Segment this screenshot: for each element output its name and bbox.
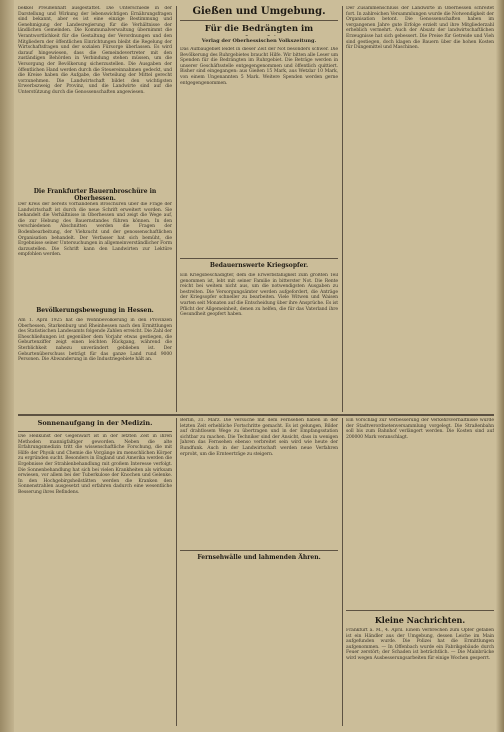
column-1-text-mid <box>18 202 172 304</box>
heading-broschueren-block <box>18 186 172 200</box>
rule-above-kriegsopfer <box>180 258 338 259</box>
column-2-paragraph: Das Aufbaugebiet leidet in dieser Zeit der Not besonders schwer. Die Bevölkerung des Ruhrgebietes braucht Hilfe. Wir bitten alle Leser um Spenden für die Bedrängten im Ruhrgebiet. Die Beträge werden in unserer Geschäftsstelle entgegengenommen und öffentlich quittiert. Bisher sind eingegangen: aus Gießen 15 Mark, aus Wetzlar 10 Mark, von einem Ungenannten 5 Mark. Weitere Spenden werden gerne entgegengenommen. <box>180 47 338 86</box>
column-1-paragraph-2: Der Kreis der bereits vorhandenen Broschüren über die Frage der Landwirtschaft ist durch die neue Schrift erweitert worden. Sie behandelt die Verhältnisse in Oberhessen und zeigt die Wege auf, die zur Hebung des Bauernstandes führen können. In den verschiedenen Abschnitten werden die Fragen der Bodenbearbeitung, der Viehzucht und der genossenschaftlichen Organisation behandelt. Der Verfasser hat sich bemüht, die Ergebnisse seiner Untersuchungen in allgemeinverständlicher Form darzustellen. Die Schrift kann den Landwirten zur Lektüre empfohlen werden. <box>18 202 172 258</box>
heading-broschueren: Die Frankfurter Bauernbroschüre in Oberhessen. <box>33 188 157 200</box>
heading-fuerde-block <box>180 22 338 36</box>
column-1-paragraph: bekkel Preußenhaft ausgestattet. Die Unterschiede in der Darstellung und Wirkung der lebenswichtigen Ernährungsfragen sind bekannt, aber es ist eine einzige Bestimmung und Genehmigung der Landesregierung für die Verhältnisse der ländlichen Gemeinden. Die Kommunalverwaltung übernimmt die Verantwortlichkeit für die Gestaltung der Verordnungen und den Mitgliedern der öffentlichen Einrichtungen bleibt die Regelung der Wirtschaftsfragen und der sozialen Fürsorge überlassen. Es wird darauf hingewiesen, dass die Gemeindevertreter mit den zuständigen Behörden in Verbindung stehen müssen, um die Versorgung der Bevölkerung sicherzustellen. Die Ausgaben der öffentlichen Hand werden durch die Steuereinnahmen gedeckt, und die Kreise haben die Aufgabe, die Verteilung der Mittel gerecht vorzunehmen. Die Landwirtschaft bildet den wichtigsten Erwerbszweig der Provinz, und die Landwirte sind auf die Unterstützung durch die Genossenschaften angewiesen. <box>18 6 172 95</box>
column-rule-4 <box>342 418 343 726</box>
column-1-text-top <box>18 6 172 184</box>
column-3-text <box>346 6 494 386</box>
fuerde-subheading: Verlag der Oberhessischen Volkszeitung. <box>201 38 317 44</box>
heading-giessen-block <box>180 4 338 18</box>
heading-kriegsopfer: Bedauernswerte Kriegsopfer. <box>209 262 309 269</box>
bottom-left-text <box>18 434 172 726</box>
heading-sonnenaufgang-block <box>18 418 172 430</box>
bottom-mid-paragraph: Berlin, 31. März. Die Versuche mit dem Fernsehen haben in der letzten Zeit erhebliche Fortschritte gemacht. Es ist gelungen, Bilder auf drahtlosem Wege zu übertragen und in der Empfangsstation sichtbar zu machen. Die Techniker sind der Ansicht, dass in wenigen Jahren das Fernsehen ebenso verbreitet sein wird wie heute der Rundfunk. Auch in der Landwirtschaft werden neue Verfahren erprobt, um die Ernteerträge zu steigern. <box>180 418 338 457</box>
column-rule-2 <box>342 6 343 412</box>
heading-kleine-nachrichten: Kleine Nachrichten. <box>374 615 466 625</box>
bottom-mid-text-top <box>180 418 338 548</box>
heading-fernsehen-block <box>180 552 338 564</box>
column-2-text-top <box>180 47 338 257</box>
heading-fernsehen: Fernsehwälle und lahmenden Ähren. <box>197 554 321 561</box>
rule-above-fernsehen <box>180 550 338 551</box>
column-3-paragraph: Der Zusammenschluss der Landwirte in Oberhessen schreitet fort. In zahlreichen Versammlungen wurde die Notwendigkeit der Organisation betont. Die Genossenschaften haben im vergangenen Jahre gute Erfolge erzielt und ihre Mitgliederzahl erheblich vermehrt. Auch der Absatz der landwirtschaftlichen Erzeugnisse hat sich gebessert. Die Preise für Getreide und Vieh sind gestiegen, doch klagen die Bauern über die hohen Kosten für Düngemittel und Maschinen. <box>346 6 494 51</box>
bottom-right-paragraph: Ein Vorschlag zur Verbesserung der Verkehrsverhältnisse wurde der Stadtverordnetenversammlung vorgelegt. Die Straßenbahn soll bis zum Bahnhof verlängert werden. Die Kosten sind auf 200000 Mark veranschlagt. <box>346 418 494 440</box>
bottom-right-text-low <box>346 628 494 726</box>
kleine-nachrichten-paragraph: Frankfurt a. M., 4. April. Einem Verbrechen zum Opfer gefallen ist ein Händler aus der Umgebung, dessen Leiche im Main aufgefunden wurde. Die Polizei hat die Ermittlungen aufgenommen. — In Offenbach wurde ein Fabrikgebäude durch Feuer zerstört; der Schaden ist beträchtlich. — Die Mainbrücke wird wegen Ausbesserungsarbeiten für einige Wochen gesperrt. <box>346 628 494 661</box>
rule-under-sonnenaufgang <box>18 431 172 432</box>
heading-kleine-block <box>346 612 494 626</box>
heading-fuerde: Für die Bedrängten im <box>204 24 314 34</box>
column-1-paragraph-3: Am 1. April 1925 hat die Wohnbevölkerung in den Provinzen Oberhessen, Starkenburg und Rheinhessen nach den Ermittlungen des Statistischen Landesamts folgende Zahlen erreicht. Die Zahl der Eheschließungen ist gegenüber dem Vorjahr etwas gestiegen, die Geburtenziffer zeigt einen leichten Rückgang, während die Sterblichkeit nahezu unverändert geblieben ist. Der Geburtenüberschuss beträgt für das ganze Land rund 9000 Personen. Die Abwanderung in die Industriegebiete hält an. <box>18 318 172 363</box>
column-rule-1 <box>176 6 177 412</box>
bottom-right-text-top <box>346 418 494 608</box>
bottom-left-paragraph: Die Heilkunst der Gegenwart ist in der letzten Zeit in ihren Methoden mannigfaltiger geworden. Neben die alte Erfahrungsmedizin tritt die wissenschaftliche Forschung, die mit Hilfe der Physik und Chemie die Vorgänge im menschlichen Körper zu ergründen sucht. Besonders in England und Amerika werden die Ergebnisse der Strahlenbehandlung mit großem Interesse verfolgt. Die Sonnenbehandlung hat sich bei vielen Krankheiten als wirksam erwiesen, vor allem bei der Tuberkulose der Knochen und Gelenke. In den Hochgebirgsheilstätten werden die Kranken den Sonnenstrahlen ausgesetzt und erfahren dadurch eine wesentliche Besserung ihres Befindens. <box>18 434 172 495</box>
column-rule-3 <box>176 418 177 726</box>
heading-giessen: Gießen und Umgebung. <box>192 6 326 17</box>
binding-edge-left <box>0 0 14 732</box>
section-divider <box>18 414 494 416</box>
column-1-text-low <box>18 318 172 408</box>
rule-under-giessen <box>180 20 338 21</box>
fuerde-sub-block <box>180 37 338 45</box>
heading-bevoelkerung: Bevölkerungsbewegung in Hessen. <box>36 307 154 314</box>
column-2-text-low <box>180 273 338 409</box>
column-2-paragraph-2: Ein Kriegsbeschädigter, dem die Erwerbsfähigkeit zum größten Teil genommen ist, lebt mit seiner Familie in bitterster Not. Die Rente reicht bei weitem nicht aus, um die notwendigsten Ausgaben zu bestreiten. Die Versorgungsämter werden aufgefordert, die Anträge der Kriegsopfer schneller zu bearbeiten. Viele Witwen und Waisen warten seit Monaten auf die Entscheidung über ihre Ansprüche. Es ist Pflicht der Allgemeinheit, denen zu helfen, die für das Vaterland ihre Gesundheit geopfert haben. <box>180 273 338 318</box>
heading-bevoelkerung-block <box>18 305 172 317</box>
rule-above-kleine <box>346 610 494 611</box>
heading-sonnenaufgang: Sonnenaufgang in der Medizin. <box>37 419 153 427</box>
binding-edge-right <box>496 0 504 732</box>
heading-kriegsopfer-block <box>180 260 338 272</box>
